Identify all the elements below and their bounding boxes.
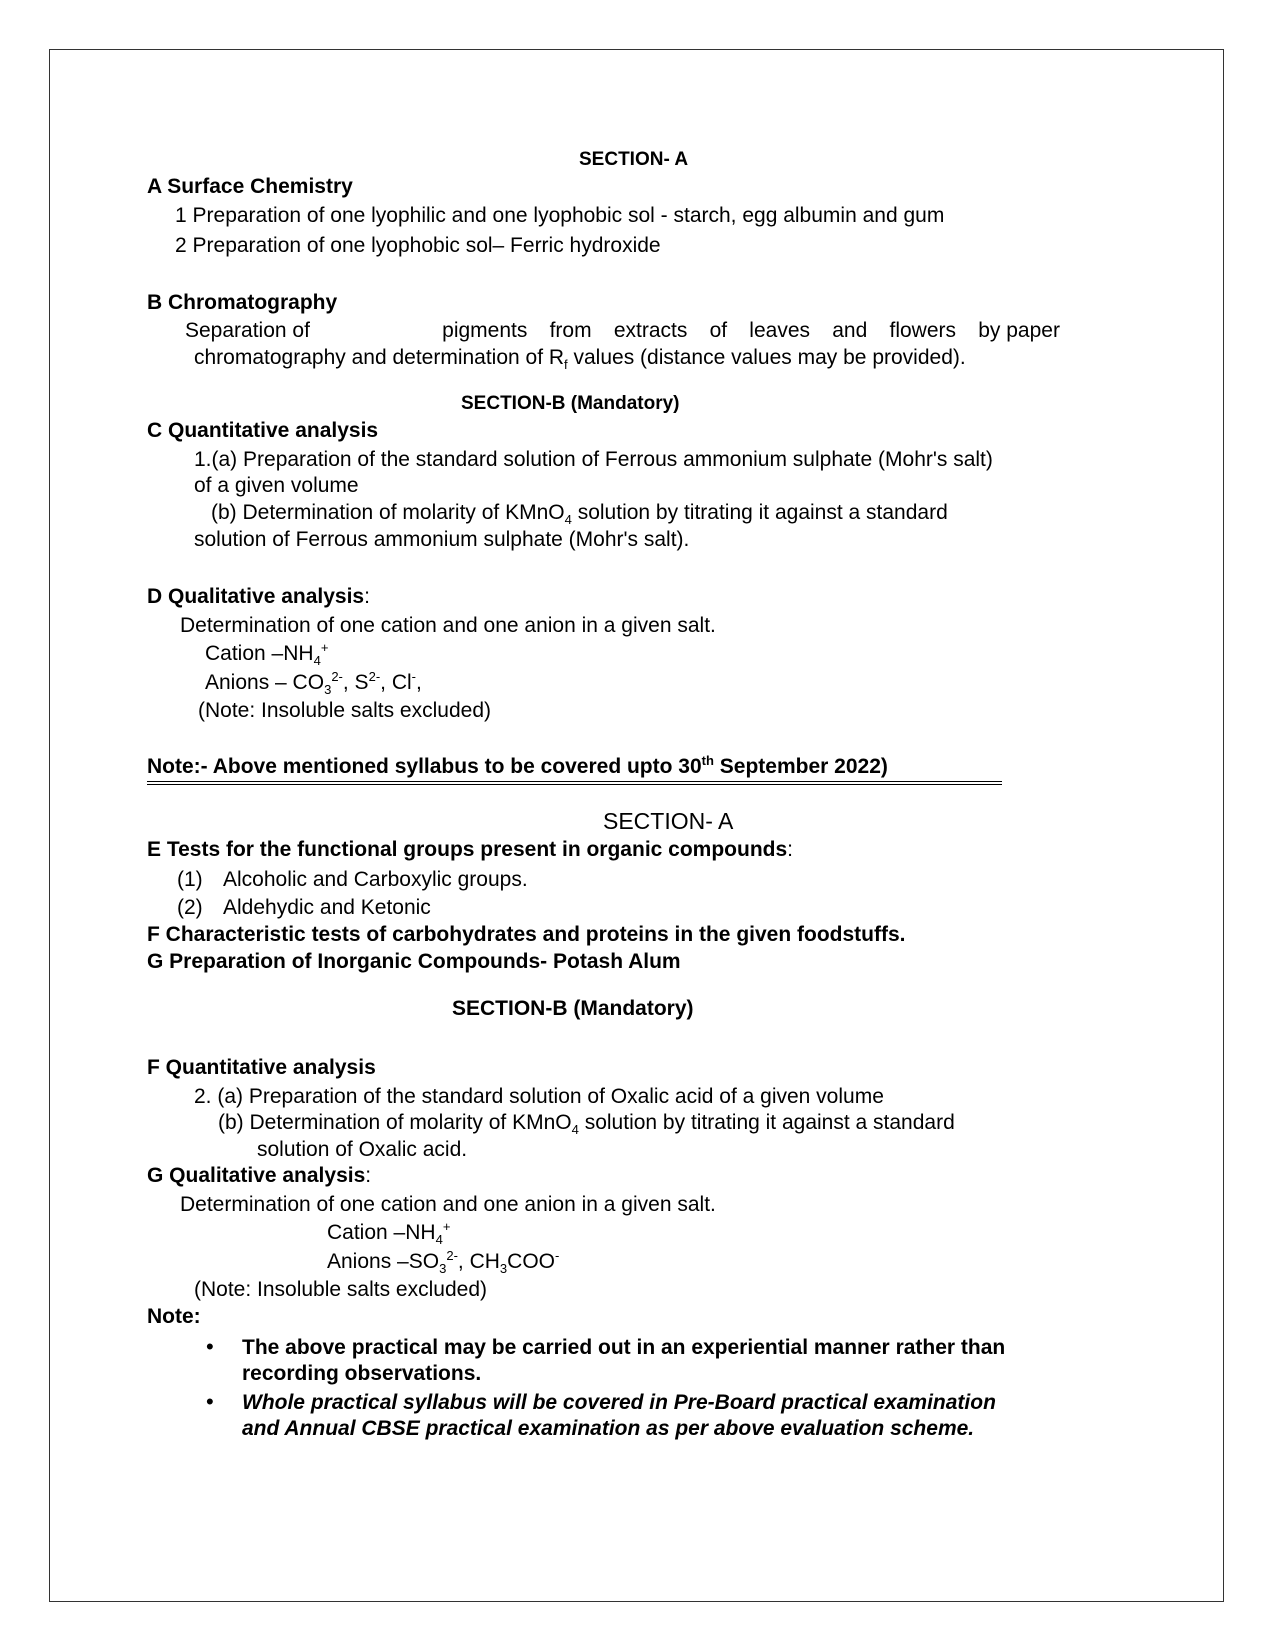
subscript: 4 xyxy=(313,653,321,669)
text: values (distance values may be provided). xyxy=(567,346,966,369)
topic-d-title xyxy=(147,586,370,607)
subscript: 4 xyxy=(435,1232,443,1248)
topic-b-line-1 xyxy=(185,320,1060,341)
item-number: (2) xyxy=(177,896,203,919)
section-b-heading: SECTION-B (Mandatory) xyxy=(461,393,680,414)
section-a-heading: SECTION- A xyxy=(579,149,689,170)
superscript: 2- xyxy=(331,669,343,684)
text: September 2022) xyxy=(713,755,888,778)
topic-d-intro: Determination of one cation and one anion in a given salt. xyxy=(180,614,716,637)
text: solution by titrating it against a standard xyxy=(578,1111,955,1134)
superscript: 2- xyxy=(368,669,381,684)
text: (b) Determination of molarity of KMnO xyxy=(211,501,565,524)
final-note-label: Note: xyxy=(147,1305,201,1328)
topic-a-item-2: 2 Preparation of one lyophobic sol– Ferric hydroxide xyxy=(175,234,661,257)
topic-b-word: and xyxy=(832,319,868,342)
topic-g-title: G Preparation of Inorganic Compounds- Potash Alum xyxy=(147,950,681,973)
text: , S xyxy=(342,671,369,694)
subscript: 4 xyxy=(564,512,572,528)
topic-b-word: by paper xyxy=(978,319,1060,342)
topic-b-word: Separation of xyxy=(185,319,310,342)
text: Alcoholic and Carboxylic groups. xyxy=(223,868,528,891)
text: Anions –SO xyxy=(327,1250,440,1273)
topic-g2-anions xyxy=(327,1248,560,1277)
bullet-icon: • xyxy=(206,1389,214,1414)
text: Anions – CO xyxy=(205,671,325,694)
topic-b-word: extracts xyxy=(613,319,688,342)
text: G Qualitative analysis xyxy=(147,1164,366,1187)
topic-b-word: leaves xyxy=(749,319,810,342)
topic-b-word: pigments xyxy=(442,319,528,342)
topic-g2-intro: Determination of one cation and one anion in a given salt. xyxy=(180,1193,716,1216)
text: E Tests for the functional groups present in organic compounds xyxy=(147,838,788,861)
topic-d-cation xyxy=(205,640,329,669)
text: chromatography and determination of R xyxy=(194,346,565,369)
bullet-2-line-1: Whole practical syllabus will be covered in Pre-Board practical examination xyxy=(242,1391,996,1414)
text: : xyxy=(365,1164,372,1187)
bullet-icon: • xyxy=(206,1334,214,1359)
subscript: 3 xyxy=(324,682,332,698)
superscript: - xyxy=(411,669,416,684)
topic-f2-item-a: 2. (a) Preparation of the standard solution of Oxalic acid of a given volume xyxy=(194,1085,884,1108)
text: , xyxy=(416,671,422,694)
bullet-1-line-2: recording observations. xyxy=(242,1362,482,1385)
subscript: 3 xyxy=(499,1261,508,1277)
text: Aldehydic and Ketonic xyxy=(223,896,431,919)
topic-b-line-2 xyxy=(194,346,966,373)
text: D Qualitative analysis xyxy=(147,585,365,608)
topic-e-item-2 xyxy=(177,897,431,918)
topic-b-title: B Chromatography xyxy=(147,291,338,314)
topic-c-item-1a-cont: of a given volume xyxy=(194,474,359,497)
subscript: 3 xyxy=(439,1261,447,1277)
topic-f2-item-b-cont: solution of Oxalic acid. xyxy=(257,1138,468,1161)
section-a-heading-2: SECTION- A xyxy=(603,808,734,834)
superscript: th xyxy=(701,753,714,768)
topic-g2-cation xyxy=(327,1219,451,1248)
bullet-1-line-1: The above practical may be carried out in an experiential manner rather than xyxy=(242,1336,1006,1359)
topic-b-word: flowers xyxy=(889,319,957,342)
topic-d-anions xyxy=(205,669,422,698)
text: , CH xyxy=(457,1250,500,1273)
double-rule xyxy=(147,781,1002,785)
topic-a-item-1: 1 Preparation of one lyophilic and one lyophobic sol - starch, egg albumin and gum xyxy=(175,204,945,227)
topic-b-word: of xyxy=(709,319,728,342)
section-b-heading-2: SECTION-B (Mandatory) xyxy=(452,997,694,1020)
topic-e-title xyxy=(147,839,793,860)
superscript: - xyxy=(555,1248,560,1263)
text: (b) Determination of molarity of KMnO xyxy=(218,1111,572,1134)
topic-f2-item-b xyxy=(218,1111,955,1138)
topic-g2-title xyxy=(147,1165,371,1186)
topic-c-title: C Quantitative analysis xyxy=(147,419,379,442)
bullet-2-line-2: and Annual CBSE practical examination as per above evaluation scheme. xyxy=(242,1417,975,1440)
topic-a-title: A Surface Chemistry xyxy=(147,175,353,198)
text: : xyxy=(787,838,794,861)
coverage-note xyxy=(147,753,888,778)
topic-c-item-1b xyxy=(211,501,948,528)
superscript: 2- xyxy=(446,1248,458,1263)
topic-d-note: (Note: Insoluble salts excluded) xyxy=(198,699,491,722)
text: solution by titrating it against a standard xyxy=(571,501,948,524)
topic-b-word: from xyxy=(549,319,592,342)
topic-f-title: F Characteristic tests of carbohydrates and proteins in the given foodstuffs. xyxy=(147,923,906,946)
superscript: + xyxy=(320,640,329,655)
topic-e-item-1 xyxy=(177,869,528,890)
subscript: 4 xyxy=(571,1122,579,1138)
text: Cation –NH xyxy=(327,1221,436,1244)
text: COO xyxy=(507,1250,555,1273)
text: : xyxy=(364,585,370,608)
superscript: + xyxy=(442,1219,451,1234)
topic-c-item-1b-cont: solution of Ferrous ammonium sulphate (Mohr's salt). xyxy=(194,528,690,551)
subscript: f xyxy=(564,357,568,373)
topic-f2-title: F Quantitative analysis xyxy=(147,1056,376,1079)
text: Cation –NH xyxy=(205,642,314,665)
topic-c-item-1a: 1.(a) Preparation of the standard solution of Ferrous ammonium sulphate (Mohr's salt) xyxy=(194,448,993,471)
text: , Cl xyxy=(380,671,412,694)
text: Note:- Above mentioned syllabus to be covered upto 30 xyxy=(147,755,702,778)
topic-g2-note: (Note: Insoluble salts excluded) xyxy=(194,1278,487,1301)
item-number: (1) xyxy=(177,868,203,891)
